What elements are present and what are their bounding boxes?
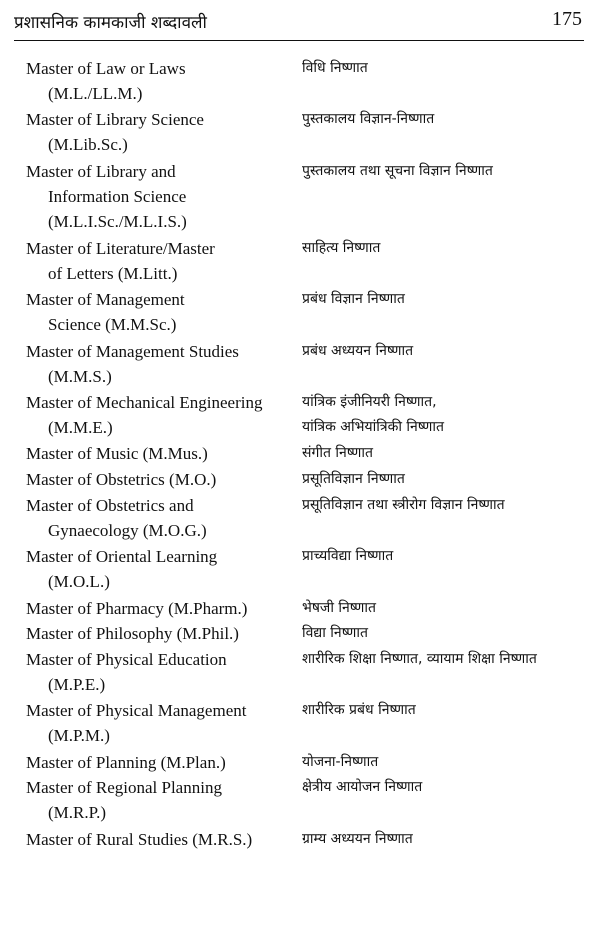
hindi-equivalent-line: संगीत निष्णात (302, 445, 374, 462)
english-term-line: Information Science (48, 186, 187, 206)
hindi-equivalent (302, 544, 594, 569)
english-term-line: Master of Obstetrics (M.O.) (26, 470, 217, 490)
glossary-entry (0, 390, 600, 441)
english-term (26, 467, 298, 492)
english-term-line: (M.L.I.Sc./M.L.I.S.) (48, 211, 187, 231)
hindi-equivalent (302, 287, 594, 312)
english-term-line: Science (M.M.Sc.) (48, 315, 177, 335)
hindi-equivalent-line: शारीरिक प्रबंध निष्णात (302, 702, 416, 719)
hindi-equivalent-line: यांत्रिक इंजीनियरी निष्णात, (302, 394, 437, 411)
hindi-equivalent (302, 159, 594, 184)
hindi-equivalent-line: पुस्तकालय विज्ञान-निष्णात (302, 111, 435, 128)
english-term (26, 441, 298, 466)
english-term-line: Master of Pharmacy (M.Pharm.) (26, 598, 248, 618)
hindi-equivalent-line: प्राच्यविद्या निष्णात (302, 548, 394, 565)
english-term (26, 698, 298, 748)
glossary-entry (0, 827, 600, 853)
hindi-equivalent (302, 596, 594, 621)
english-term-line: Master of Oriental Learning (26, 547, 218, 567)
english-term-line: Master of Physical Management (26, 701, 247, 721)
english-term (26, 107, 298, 157)
hindi-equivalent (302, 467, 594, 492)
hindi-equivalent-line: प्रबंध विज्ञान निष्णात (302, 291, 405, 308)
english-term-line: (M.P.M.) (48, 726, 110, 746)
header-rule (14, 40, 584, 41)
hindi-equivalent (302, 621, 594, 646)
glossary-entry (0, 621, 600, 647)
english-term-line: Master of Literature/Master (26, 238, 215, 258)
glossary-entry (0, 544, 600, 595)
english-term-line: (M.O.L.) (48, 572, 110, 592)
english-term-line: Master of Regional Planning (26, 778, 222, 798)
glossary-entry (0, 441, 600, 467)
glossary-entry (0, 159, 600, 236)
hindi-equivalent (302, 236, 594, 261)
glossary-entry (0, 287, 600, 338)
english-term (26, 56, 298, 106)
hindi-equivalent-line: प्रबंध अध्ययन निष्णात (302, 342, 414, 359)
english-term (26, 621, 298, 646)
hindi-equivalent (302, 56, 594, 81)
hindi-equivalent-line: विद्या निष्णात (302, 625, 368, 642)
english-term-line: (M.L./LL.M.) (48, 84, 143, 103)
hindi-equivalent (302, 339, 594, 364)
hindi-equivalent (302, 698, 594, 723)
hindi-equivalent (302, 775, 594, 800)
english-term-line: Master of Planning (M.Plan.) (26, 752, 226, 772)
hindi-equivalent-line: विधि निष्णात (302, 60, 368, 76)
glossary-entry (0, 750, 600, 776)
english-term-line: Master of Library Science (26, 110, 204, 130)
english-term-line: Gynaecology (M.O.G.) (48, 520, 207, 540)
english-term (26, 544, 298, 594)
english-term-line: Master of Mechanical Engineering (26, 393, 263, 413)
english-term-line: Master of Philosophy (M.Phil.) (26, 624, 239, 644)
hindi-equivalent-line: भेषजी निष्णात (302, 599, 377, 616)
hindi-equivalent (302, 827, 594, 852)
hindi-equivalent-line: योजना-निष्णात (302, 753, 379, 770)
english-term-line: Master of Physical Education (26, 649, 227, 669)
glossary-entry (0, 775, 600, 826)
running-head (0, 6, 600, 38)
hindi-equivalent-line: साहित्य निष्णात (302, 239, 381, 256)
english-term (26, 339, 298, 389)
hindi-equivalent (302, 750, 594, 775)
english-term-line: Master of Law or Laws (26, 59, 186, 78)
english-term (26, 750, 298, 775)
english-term (26, 827, 298, 852)
hindi-equivalent (302, 493, 594, 518)
hindi-equivalent-line: शारीरिक शिक्षा निष्णात, व्यायाम शिक्षा निष्णात (302, 650, 537, 667)
hindi-equivalent (302, 647, 594, 672)
english-term-line: Master of Obstetrics and (26, 495, 194, 515)
english-term-line: (M.M.E.) (48, 418, 113, 438)
hindi-equivalent-line: पुस्तकालय तथा सूचना विज्ञान निष्णात (302, 162, 493, 179)
english-term-line: (M.M.S.) (48, 366, 112, 386)
hindi-equivalent-line: प्रसूतिविज्ञान तथा स्त्रीरोग विज्ञान निष्णात (302, 496, 505, 513)
english-term-line: Master of Management Studies (26, 341, 239, 361)
glossary-entry (0, 339, 600, 390)
english-term (26, 236, 298, 286)
hindi-equivalent-line: क्षेत्रीय आयोजन निष्णात (302, 779, 423, 796)
english-term-line: Master of Management (26, 290, 185, 310)
hindi-equivalent-line: ग्राम्य अध्ययन निष्णात (302, 830, 413, 847)
english-term (26, 287, 298, 337)
english-term (26, 647, 298, 697)
english-term (26, 596, 298, 621)
english-term (26, 390, 298, 440)
glossary-list (0, 56, 600, 853)
hindi-equivalent-line: प्रसूतिविज्ञान निष्णात (302, 471, 405, 488)
hindi-equivalent (302, 107, 594, 132)
english-term-line: Master of Music (M.Mus.) (26, 444, 208, 464)
hindi-equivalent-line: यांत्रिक अभियांत्रिकी निष्णात (302, 419, 445, 436)
page-number: 175 (552, 8, 582, 30)
english-term-line: Master of Rural Studies (M.R.S.) (26, 829, 253, 849)
glossary-entry (0, 467, 600, 493)
glossary-entry (0, 647, 600, 698)
hindi-equivalent (302, 390, 594, 440)
running-title: प्रशासनिक कामकाजी शब्दावली (14, 13, 207, 33)
english-term (26, 775, 298, 825)
glossary-entry (0, 698, 600, 749)
english-term-line: of Letters (M.Litt.) (48, 263, 178, 283)
glossary-entry (0, 596, 600, 622)
glossary-entry (0, 236, 600, 287)
english-term-line: (M.P.E.) (48, 674, 106, 694)
glossary-entry (0, 56, 600, 107)
hindi-equivalent (302, 441, 594, 466)
glossary-entry (0, 493, 600, 544)
english-term-line: (M.Lib.Sc.) (48, 135, 128, 155)
english-term (26, 159, 298, 234)
english-term (26, 493, 298, 543)
english-term-line: (M.R.P.) (48, 803, 107, 823)
glossary-entry (0, 107, 600, 158)
english-term-line: Master of Library and (26, 161, 176, 181)
